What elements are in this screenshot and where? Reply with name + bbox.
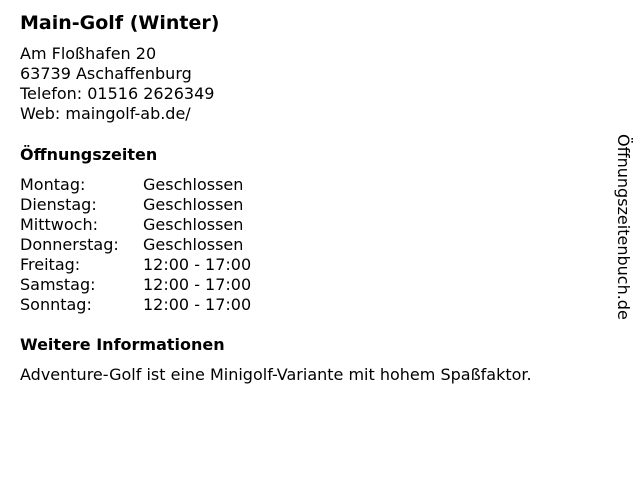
- hours-row-thursday: [20, 235, 251, 255]
- hours-row-saturday: [20, 275, 251, 295]
- brand-watermark: [613, 134, 633, 362]
- hours-row-friday: [20, 255, 251, 275]
- street-address: Am Floßhafen 20: [20, 44, 157, 63]
- hours-row-monday: [20, 175, 251, 195]
- hours-time: 12:00 - 17:00: [143, 275, 252, 294]
- hours-row-sunday: [20, 295, 251, 315]
- hours-time: Geschlossen: [143, 195, 244, 214]
- brand-side-text: Öffnungszeitenbuch.de: [614, 134, 633, 320]
- hours-day: Montag:: [20, 175, 86, 194]
- further-info-text: Adventure-Golf ist eine Minigolf-Variante mit hohem Spaßfaktor.: [20, 365, 532, 384]
- hours-day: Donnerstag:: [20, 235, 119, 254]
- website-link: Web: maingolf-ab.de/: [20, 104, 191, 123]
- hours-day: Samstag:: [20, 275, 96, 294]
- city-address: 63739 Aschaffenburg: [20, 64, 192, 83]
- hours-row-wednesday: [20, 215, 251, 235]
- opening-hours-table: [20, 175, 251, 315]
- address-block: [20, 44, 214, 124]
- hours-day: Dienstag:: [20, 195, 97, 214]
- opening-hours-heading: Öffnungszeiten: [20, 145, 158, 164]
- hours-time: Geschlossen: [143, 175, 244, 194]
- page-title: Main-Golf (Winter): [20, 12, 220, 34]
- hours-time: Geschlossen: [143, 235, 244, 254]
- hours-row-tuesday: [20, 195, 251, 215]
- hours-time: 12:00 - 17:00: [143, 255, 252, 274]
- hours-time: Geschlossen: [143, 215, 244, 234]
- further-info-heading: Weitere Informationen: [20, 335, 225, 354]
- phone-number: Telefon: 01516 2626349: [20, 84, 215, 103]
- hours-time: 12:00 - 17:00: [143, 295, 252, 314]
- hours-day: Sonntag:: [20, 295, 92, 314]
- hours-day: Freitag:: [20, 255, 81, 274]
- hours-day: Mittwoch:: [20, 215, 98, 234]
